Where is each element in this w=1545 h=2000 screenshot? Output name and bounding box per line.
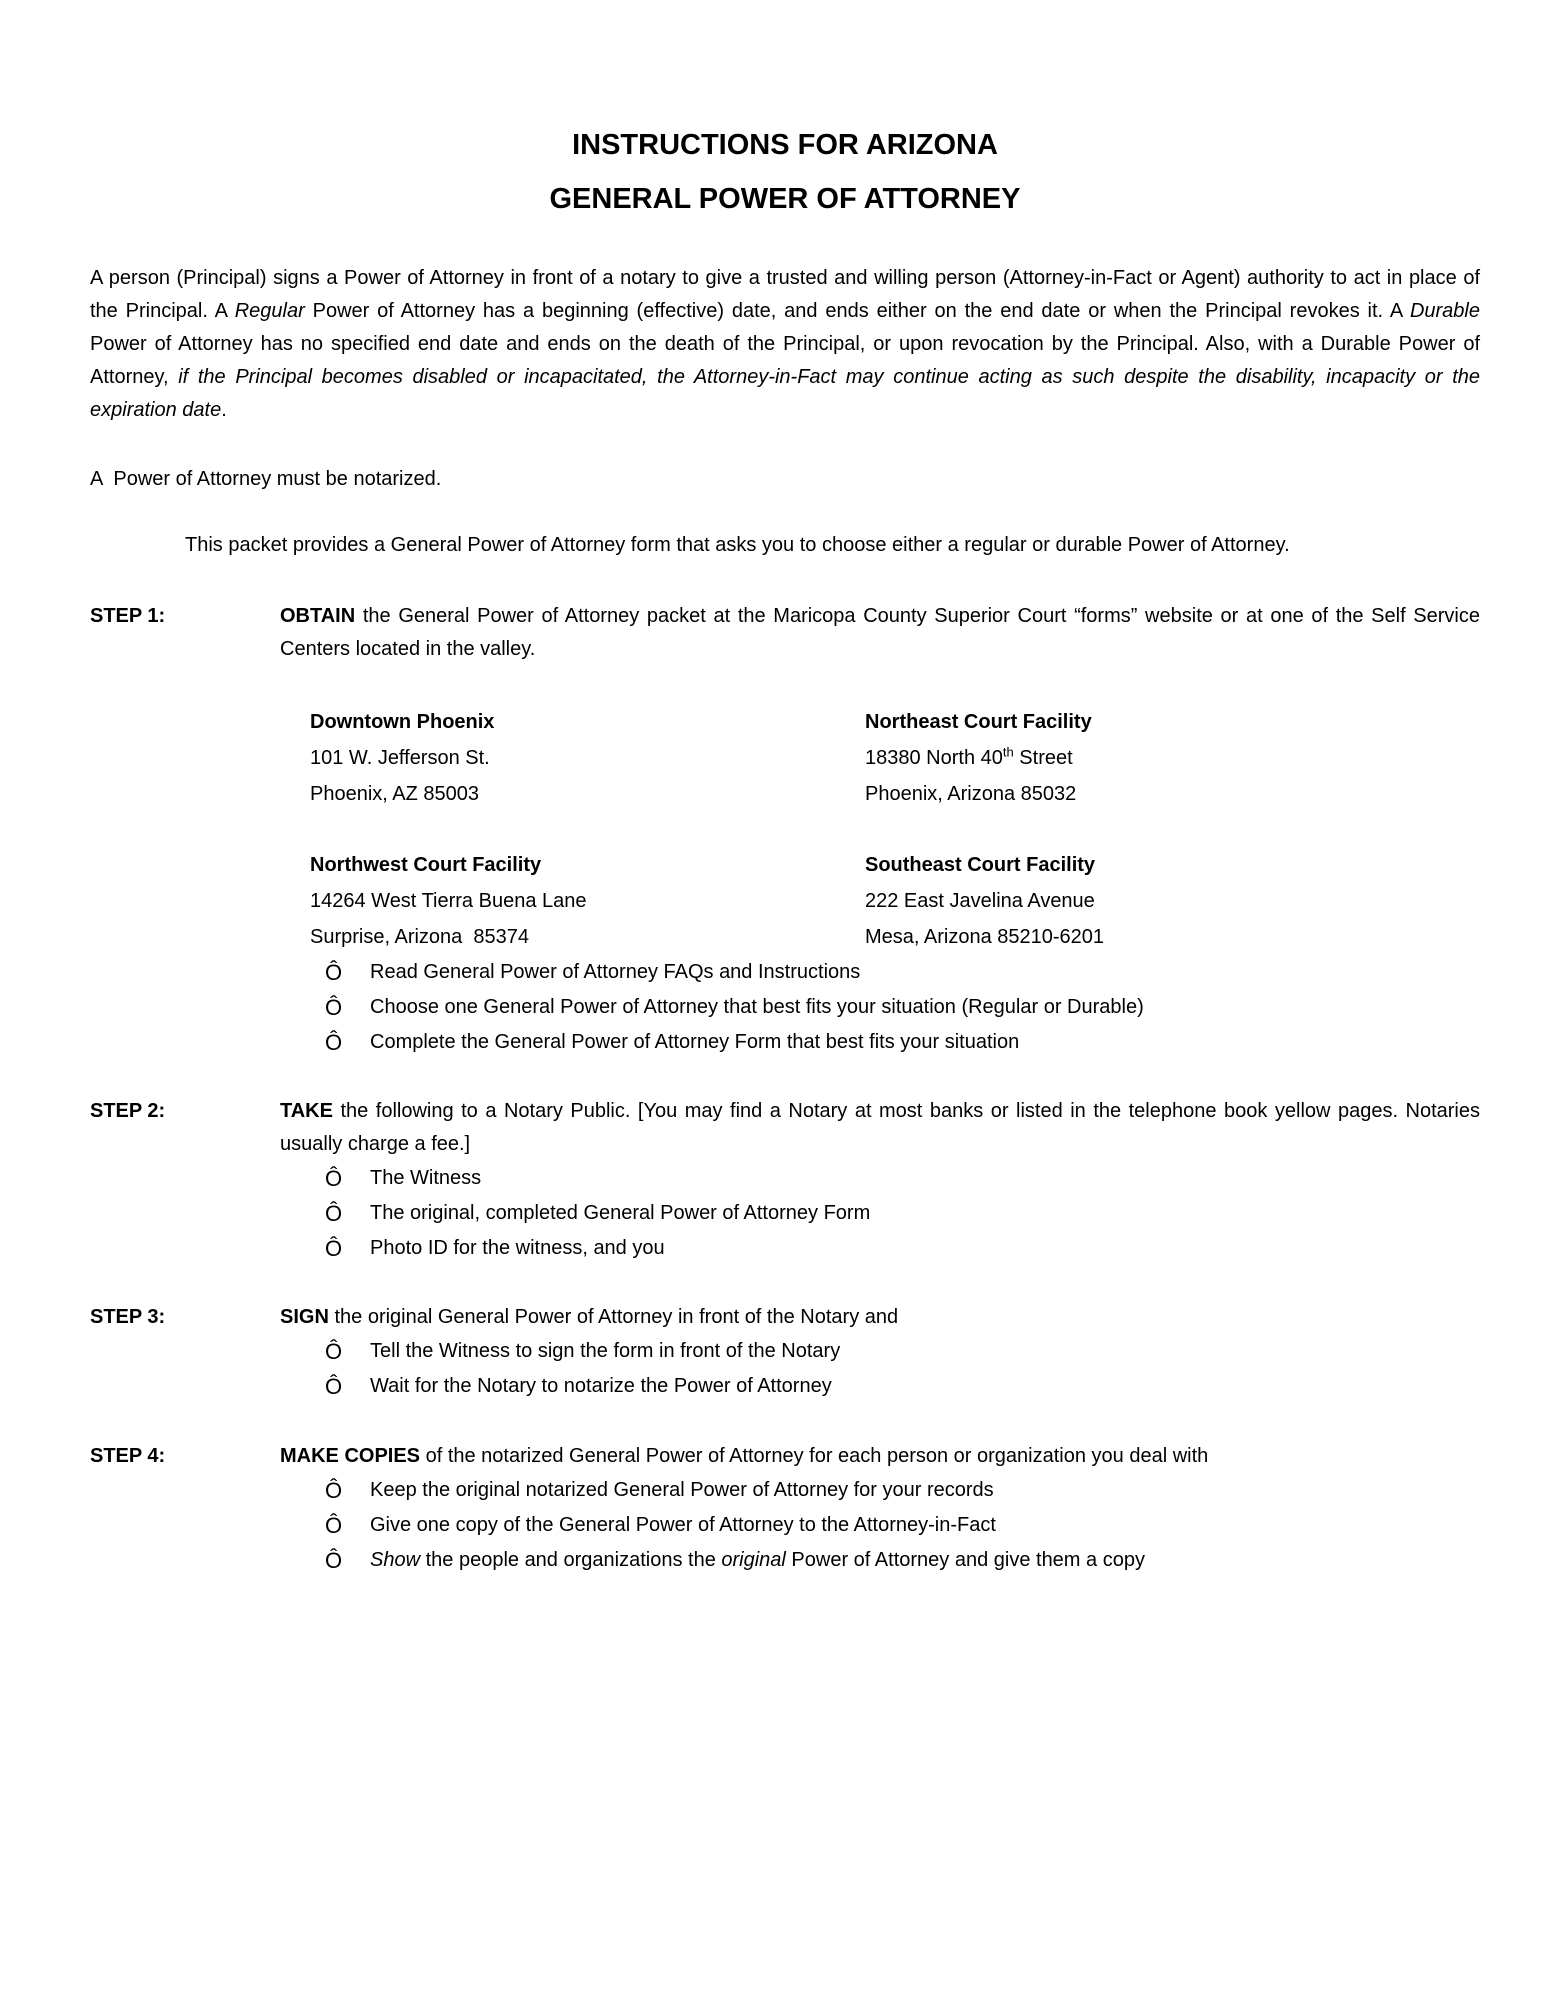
address-name: Downtown Phoenix bbox=[310, 711, 495, 733]
checklist-step-3 bbox=[90, 1334, 1480, 1404]
address-name: Southeast Court Facility bbox=[865, 854, 1096, 876]
show-term: Show bbox=[370, 1549, 421, 1571]
step-4-text: of the notarized General Power of Attorney for each person or organization you deal with bbox=[420, 1445, 1209, 1467]
bullet-icon: Ô bbox=[325, 995, 343, 1020]
bullet-icon: Ô bbox=[325, 1339, 343, 1364]
show-text-end: Power of Attorney and give them a copy bbox=[785, 1549, 1145, 1571]
step-3-text: the original General Power of Attorney in front of the Notary and bbox=[328, 1306, 899, 1328]
checklist-item-text: Read General Power of Attorney FAQs and Instructions bbox=[370, 961, 861, 983]
document-title bbox=[90, 118, 1480, 226]
step-2-label: STEP 2: bbox=[90, 1100, 166, 1122]
bullet-icon: Ô bbox=[325, 1030, 343, 1055]
original-term: original bbox=[721, 1549, 786, 1571]
step-4-body bbox=[280, 1440, 1480, 1473]
checklist-item bbox=[325, 1369, 1480, 1404]
checklist-item-text: Wait for the Notary to notarize the Power of Attorney bbox=[370, 1375, 832, 1397]
address-name: Northeast Court Facility bbox=[865, 711, 1092, 733]
checklist-item-text: Complete the General Power of Attorney Form that best fits your situation bbox=[370, 1031, 1020, 1053]
step-1-verb: OBTAIN bbox=[280, 605, 356, 627]
bullet-icon: Ô bbox=[325, 1374, 343, 1399]
address-downtown-phoenix bbox=[310, 704, 865, 812]
packet-note: This packet provides a General Power of Attorney form that asks you to choose either a regular or durable Power of Attorney. bbox=[185, 534, 1290, 556]
checklist-item-text: The original, completed General Power of Attorney Form bbox=[370, 1202, 871, 1224]
title-line-1: INSTRUCTIONS FOR ARIZONA bbox=[572, 129, 998, 161]
checklist-item-text: Tell the Witness to sign the form in front of the Notary bbox=[370, 1340, 841, 1362]
bullet-icon: Ô bbox=[325, 1166, 343, 1191]
show-text-mid: the people and organizations the bbox=[420, 1549, 722, 1571]
address-street: 14264 West Tierra Buena Lane bbox=[310, 890, 587, 912]
intro-regular-term: Regular bbox=[234, 300, 305, 322]
checklist-item bbox=[325, 1473, 1480, 1508]
step-1-row bbox=[90, 600, 1480, 666]
bullet-icon: Ô bbox=[325, 1548, 343, 1573]
step-4-verb: MAKE COPIES bbox=[280, 1445, 421, 1467]
checklist-item bbox=[325, 1161, 1480, 1196]
checklist-step-4 bbox=[90, 1473, 1480, 1578]
checklist-item bbox=[325, 990, 1480, 1025]
checklist-item bbox=[325, 1543, 1480, 1578]
bullet-icon: Ô bbox=[325, 1236, 343, 1261]
step-2-row bbox=[90, 1095, 1480, 1161]
intro-text-2: Power of Attorney has a beginning (effective) date, and ends either on the end date or when the Principal revokes it. A bbox=[304, 300, 1410, 322]
address-southeast-court-facility bbox=[865, 847, 1480, 955]
court-locations-grid bbox=[310, 704, 1480, 955]
address-street bbox=[865, 740, 1480, 776]
step-2-verb: TAKE bbox=[280, 1100, 333, 1122]
ordinal-suffix: th bbox=[1002, 744, 1014, 760]
address-city: Mesa, Arizona 85210-6201 bbox=[865, 926, 1105, 948]
checklist-item-text: Keep the original notarized General Power of Attorney for your records bbox=[370, 1479, 994, 1501]
step-4-row bbox=[90, 1440, 1480, 1473]
address-name: Northwest Court Facility bbox=[310, 854, 542, 876]
title-line-2: GENERAL POWER OF ATTORNEY bbox=[549, 183, 1021, 215]
checklist-item bbox=[325, 1334, 1480, 1369]
checklist-item-text: The Witness bbox=[370, 1167, 482, 1189]
intro-period: . bbox=[221, 399, 227, 421]
address-city: Phoenix, AZ 85003 bbox=[310, 783, 480, 805]
step-1-text: the General Power of Attorney packet at the Maricopa County Superior Court “forms” website or at one of the Self Service Centers located in the valley. bbox=[280, 605, 1480, 660]
checklist-step-1 bbox=[90, 955, 1480, 1060]
address-city: Surprise, Arizona 85374 bbox=[310, 926, 530, 948]
step-3-label: STEP 3: bbox=[90, 1306, 166, 1328]
bullet-icon: Ô bbox=[325, 1478, 343, 1503]
step-3-verb: SIGN bbox=[280, 1306, 329, 1328]
checklist-item-text: Choose one General Power of Attorney that best fits your situation (Regular or Durable) bbox=[370, 996, 1144, 1018]
address-city: Phoenix, Arizona 85032 bbox=[865, 783, 1077, 805]
checklist-item bbox=[325, 955, 1480, 990]
address-street-name: Street bbox=[1013, 747, 1073, 769]
checklist-item-text: Give one copy of the General Power of Attorney to the Attorney-in-Fact bbox=[370, 1514, 996, 1536]
checklist-item-text: Photo ID for the witness, and you bbox=[370, 1237, 665, 1259]
address-street-number: 18380 North 40 bbox=[865, 747, 1003, 769]
intro-text-1: A person (Principal) signs a Power of Attorney in front of a notary to give a trusted and willing person (Attorney-in-Fact or Agent) authority to act in place of the Principal. A bbox=[90, 267, 1480, 322]
step-3-row bbox=[90, 1301, 1480, 1334]
address-northeast-court-facility bbox=[865, 704, 1480, 812]
notarized-note: A Power of Attorney must be notarized. bbox=[90, 468, 442, 490]
address-northwest-court-facility bbox=[310, 847, 865, 955]
checklist-item-text bbox=[370, 1543, 1145, 1578]
step-2-body bbox=[280, 1095, 1480, 1161]
address-street: 101 W. Jefferson St. bbox=[310, 747, 490, 769]
intro-durable-clause: if the Principal becomes disabled or incapacitated, the Attorney-in-Fact may continue acting as such despite the disability, incapacity or the expiration date bbox=[90, 366, 1480, 421]
intro-durable-term: Durable bbox=[1409, 300, 1480, 322]
step-4-label: STEP 4: bbox=[90, 1445, 166, 1467]
address-street: 222 East Javelina Avenue bbox=[865, 890, 1095, 912]
bullet-icon: Ô bbox=[325, 1201, 343, 1226]
step-1-label: STEP 1: bbox=[90, 605, 166, 627]
checklist-item bbox=[325, 1231, 1480, 1266]
bullet-icon: Ô bbox=[325, 960, 343, 985]
step-1-body bbox=[280, 600, 1480, 666]
intro-text-3: Power of Attorney has no specified end date and ends on the death of the Principal, or upon revocation by the Principal. Also, with a Durable Power of Attorney, bbox=[90, 333, 1480, 388]
step-2-text: the following to a Notary Public. [You may find a Notary at most banks or listed in the telephone book yellow pages. Notaries usually charge a fee.] bbox=[280, 1100, 1480, 1155]
checklist-step-2 bbox=[90, 1161, 1480, 1266]
checklist-item bbox=[325, 1508, 1480, 1543]
checklist-item bbox=[325, 1025, 1480, 1060]
bullet-icon: Ô bbox=[325, 1513, 343, 1538]
step-3-body bbox=[280, 1301, 1480, 1334]
checklist-item bbox=[325, 1196, 1480, 1231]
intro-paragraph bbox=[90, 262, 1480, 427]
